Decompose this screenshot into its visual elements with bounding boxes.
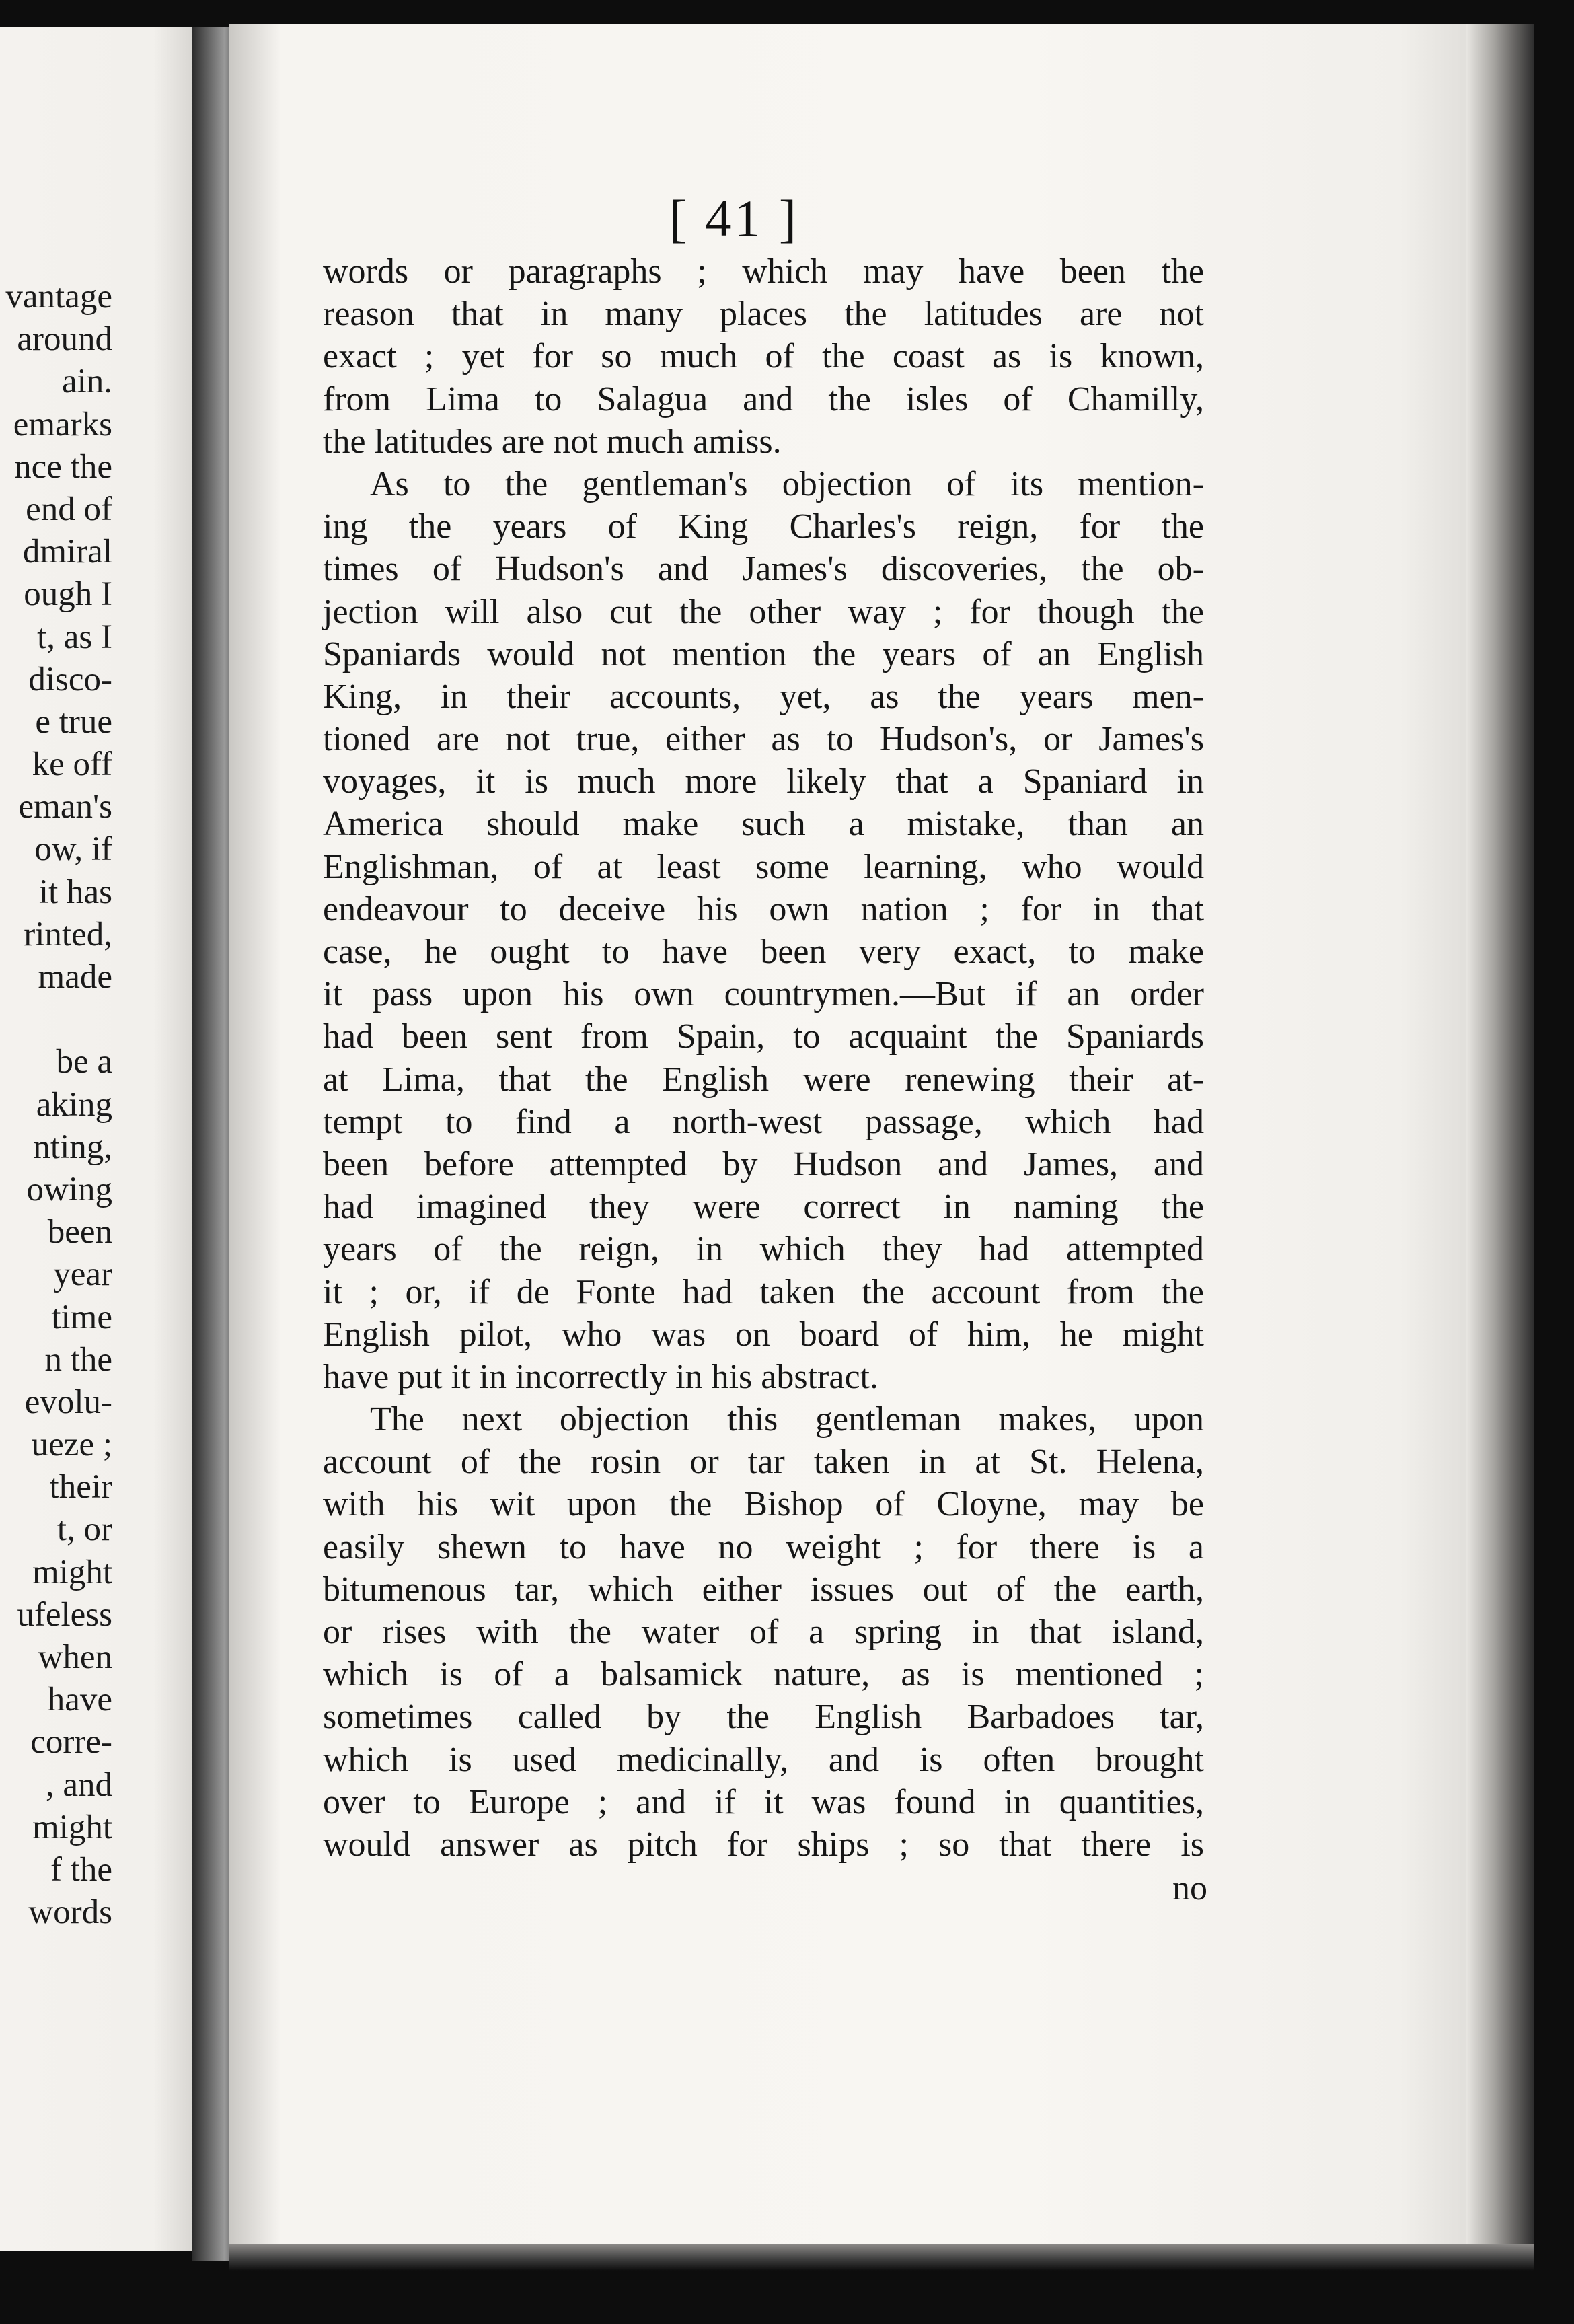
previous-page-line: it has xyxy=(38,873,112,911)
text-line: America should make such a mistake, than an xyxy=(323,805,1204,844)
text-line: Spaniards would not mention the years of an English xyxy=(323,634,1204,674)
text-line: the latitudes are not much amiss. xyxy=(323,422,782,461)
text-line: with his wit upon the Bishop of Cloyne, may be xyxy=(323,1485,1204,1524)
previous-page-line: time xyxy=(51,1298,112,1336)
text-line: English pilot, who was on board of him, he might xyxy=(323,1315,1204,1354)
text-line: bitumenous tar, which either issues out of the earth, xyxy=(323,1570,1204,1609)
text-line: ing the years of King Charles's reign, for the xyxy=(323,507,1204,546)
previous-page-line: when xyxy=(38,1638,112,1676)
previous-page-line: e true xyxy=(35,702,112,741)
text-line: at Lima, that the English were renewing their at- xyxy=(323,1060,1204,1099)
previous-page-line: dmiral xyxy=(22,533,112,571)
page-bottom-shadow xyxy=(229,2244,1534,2271)
text-line: words or paragraphs ; which may have been the xyxy=(323,252,1204,291)
previous-page-line: ke off xyxy=(32,746,112,784)
text-line: would answer as pitch for ships ; so that there is xyxy=(323,1825,1204,1864)
text-line: easily shewn to have no weight ; for there is a xyxy=(323,1527,1204,1566)
page-edge-shadow xyxy=(1466,24,1534,2257)
text-line: times of Hudson's and James's discoveries, the ob- xyxy=(323,550,1204,589)
text-line: had imagined they were correct in naming the xyxy=(323,1188,1204,1227)
previous-page-line: disco- xyxy=(28,660,112,698)
text-line: As to the gentleman's objection of its mention- xyxy=(370,464,1204,503)
previous-page-line: might xyxy=(32,1553,112,1591)
previous-page-line: nting, xyxy=(33,1128,112,1166)
previous-page-line: made xyxy=(38,958,112,996)
previous-page-line: n the xyxy=(44,1340,112,1379)
text-line: account of the rosin or tar taken in at St. Helena, xyxy=(323,1443,1204,1482)
previous-page-line: their xyxy=(49,1468,112,1506)
previous-page-line: ow, if xyxy=(34,830,112,869)
previous-page-line: nce the xyxy=(14,447,112,486)
text-line: over to Europe ; and if it was found in quantities, xyxy=(323,1782,1204,1821)
previous-page-line: eman's xyxy=(18,788,112,826)
text-line: sometimes called by the English Barbadoes tar, xyxy=(323,1698,1204,1737)
text-line: have put it in incorrectly in his abstract. xyxy=(323,1357,878,1396)
page-number: [ 41 ] xyxy=(669,189,799,248)
text-line: King, in their accounts, yet, as the years men- xyxy=(323,677,1204,716)
text-line: voyages, it is much more likely that a Spaniard in xyxy=(323,762,1204,801)
previous-page-line: , and xyxy=(45,1766,112,1804)
previous-page-line: t, as I xyxy=(37,618,112,656)
text-line: The next objection this gentleman makes, upon xyxy=(370,1400,1204,1439)
previous-page-line: owing xyxy=(26,1170,112,1208)
previous-page-line: rinted, xyxy=(24,915,112,953)
text-line: been before attempted by Hudson and James, and xyxy=(323,1145,1204,1184)
page-body-text xyxy=(323,250,1204,1866)
text-line: or rises with the water of a spring in that island, xyxy=(323,1613,1204,1651)
text-line: it pass upon his own countrymen.—But if an order xyxy=(323,975,1204,1014)
previous-page-line: t, or xyxy=(57,1511,112,1549)
text-line: tempt to find a north-west passage, which had xyxy=(323,1102,1204,1141)
text-line: which is of a balsamick nature, as is mentioned ; xyxy=(323,1655,1204,1694)
previous-page-text xyxy=(0,276,112,1934)
previous-page-line: ueze ; xyxy=(31,1426,112,1464)
previous-page-line: corre- xyxy=(30,1723,112,1762)
text-line: Englishman, of at least some learning, who would xyxy=(323,847,1204,886)
previous-page-line: emarks xyxy=(13,405,112,443)
previous-page-line: end of xyxy=(26,490,112,528)
text-line: case, he ought to have been very exact, to make xyxy=(323,933,1204,971)
previous-page-line: might xyxy=(32,1808,112,1846)
previous-page-line: ufeless xyxy=(17,1595,112,1634)
text-line: from Lima to Salagua and the isles of Chamilly, xyxy=(323,379,1204,419)
text-line: years of the reign, in which they had attempted xyxy=(323,1230,1204,1269)
previous-page-line: evolu- xyxy=(24,1383,112,1421)
text-line: tioned are not true, either as to Hudson's, or James's xyxy=(323,720,1204,759)
previous-page-line: ough I xyxy=(24,575,112,614)
previous-page-line: f the xyxy=(50,1850,112,1889)
text-line: it ; or, if de Fonte had taken the account from the xyxy=(323,1272,1204,1311)
previous-page-line: words xyxy=(28,1893,112,1932)
text-line: endeavour to deceive his own nation ; for in that xyxy=(323,889,1204,929)
previous-page-line: ain. xyxy=(61,363,112,401)
previous-page-line: around xyxy=(17,320,112,359)
previous-page-line: year xyxy=(53,1256,112,1294)
previous-page-line: been xyxy=(47,1213,112,1251)
text-line: jection will also cut the other way ; for though the xyxy=(323,592,1204,631)
previous-page-line: be a xyxy=(56,1043,112,1081)
previous-page-line xyxy=(0,998,112,1041)
previous-page-line: aking xyxy=(36,1085,112,1124)
previous-page-line: vantage xyxy=(5,278,112,316)
previous-page xyxy=(0,27,192,2251)
text-line: reason that in many places the latitudes are not xyxy=(323,295,1204,334)
previous-page-line: have xyxy=(47,1681,112,1719)
text-line: exact ; yet for so much of the coast as is known, xyxy=(323,337,1204,376)
catchword: no xyxy=(1172,1869,1207,1908)
text-line: which is used medicinally, and is often brought xyxy=(323,1740,1204,1779)
text-line: had been sent from Spain, to acquaint the Spaniards xyxy=(323,1017,1204,1056)
